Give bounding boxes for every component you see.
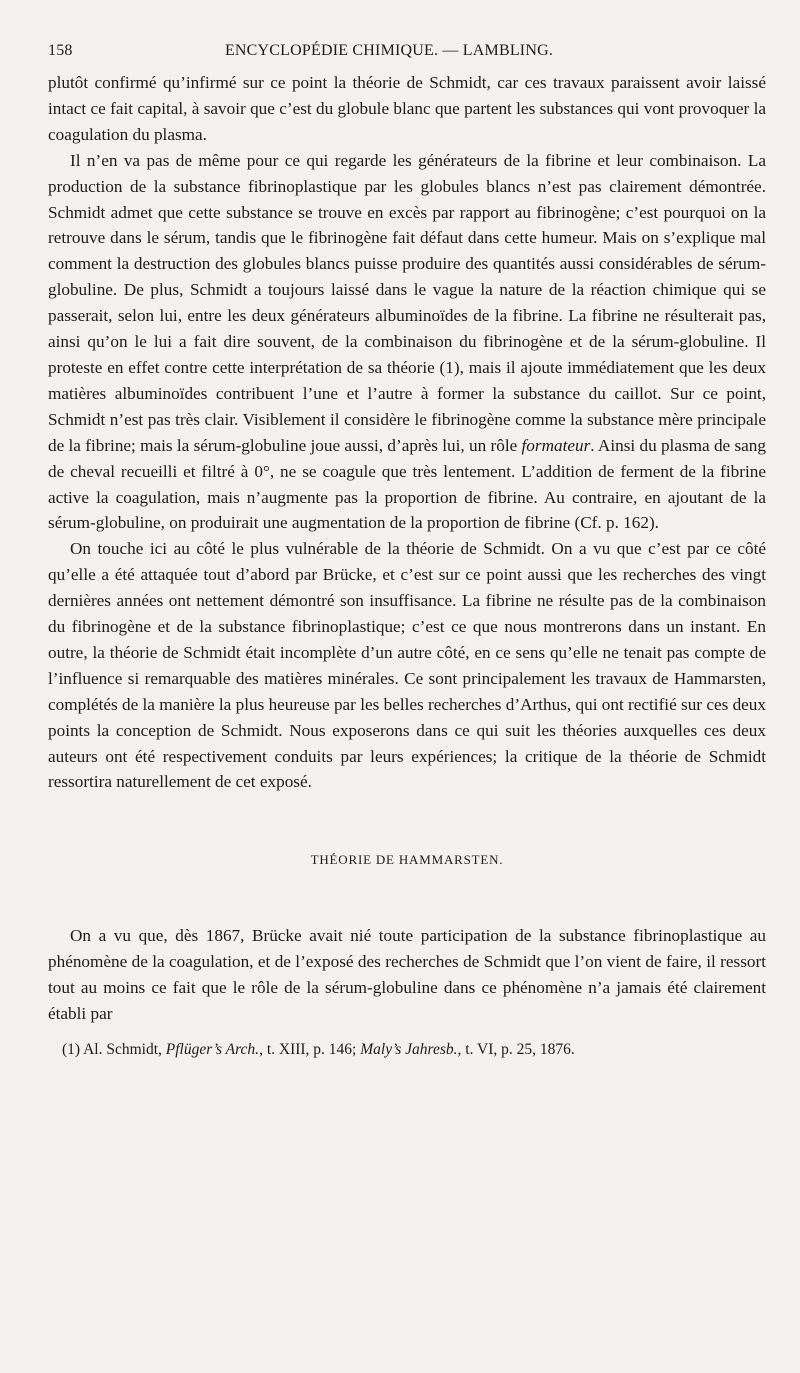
main-text — [48, 70, 766, 1027]
section-title: THÉORIE DE HAMMARSTEN. — [310, 852, 504, 868]
footnote-journal-title: Pflüger’s Arch. — [165, 1040, 260, 1058]
paragraph-2 — [48, 148, 766, 537]
paragraph-3 — [48, 536, 766, 795]
footnote-text: , t. XIII, p. 146; — [259, 1040, 361, 1058]
paragraph-1 — [48, 70, 766, 148]
section-paragraph-1 — [48, 923, 766, 1027]
page-number: 158 — [48, 42, 73, 59]
footnote — [48, 1039, 766, 1061]
page-header — [48, 42, 766, 70]
running-title: ENCYCLOPÉDIE CHIMIQUE. — LAMBLING. — [224, 42, 554, 59]
paragraph-text: plutôt confirmé qu’infirmé sur ce point la théorie de Schmidt, car ces travaux paraissent avoir laissé intact ce fait capital, à savoir que c’est du globule blanc que partent les substances qui vont provoquer la coagulation du plasma. — [48, 73, 766, 144]
footnote-text: , t. VI, p. 25, 1876. — [457, 1040, 575, 1058]
paragraph-text: On a vu que, dès 1867, Brücke avait nié toute participation de la substance fibrinoplastique au phénomène de la coagulation, et de l’exposé des recherches de Schmidt que l’on vient de faire, il ressort tout au moins ce fait que le rôle de la sérum-globuline dans ce phénomène n’a jamais été clairement établi par — [48, 926, 766, 1023]
footnote-journal-title: Maly’s Jahresb. — [360, 1040, 458, 1058]
paragraph-text: . Ainsi du plasma de sang de cheval recueilli et filtré à 0°, ne se coagule que très lentement. L’addition de ferment de la fibrine active la coagulation, mais n’augmente pas la proportion de fibrine. Au contraire, en ajoutant de la sérum-globuline, on produirait une augmentation de la proportion de fibrine (Cf. p. 162). — [48, 435, 766, 533]
paragraph-text: Il n’en va pas de même pour ce qui regarde les générateurs de la fibrine et leur combinaison. La production de la substance fibrinoplastique par les globules blancs n’est pas clairement démontrée. Schmidt admet que cette substance se trouve en excès par rapport au fibrinogène; c’est pourquoi on la retrouve dans le sérum, tandis que le fibrinogène fait défaut dans cette humeur. Mais on s’explique mal comment la destruction des globules blancs puisse produire des quantités aussi considérables de sérum-globuline. De plus, Schmidt a toujours laissé dans le vague la nature de la réaction chimique qui se passerait, selon lui, entre les deux générateurs albuminoïdes de la fibrine. La fibrine ne résulterait pas, ainsi qu’on le lui a fait dire souvent, de la combinaison du fibrinogène et de la sérum-globuline. Il proteste en effet contre cette interprétation de sa théorie (1), mais il ajoute immédiatement que les deux matières albuminoïdes contribuent l’une et l’autre à former la substance du caillot. Sur ce point, Schmidt n’est pas très clair. Visiblement il considère le fibrinogène comme la substance mère principale de la fibrine; mais la sérum-globuline joue aussi, d’après lui, un rôle — [48, 150, 766, 455]
paragraph-text: On touche ici au côté le plus vulnérable de la théorie de Schmidt. On a vu que c’est par ce côté qu’elle a été attaquée tout d’abord par Brücke, et c’est sur ce point aussi que les recherches des vingt dernières années ont nettement démontré son insuffisance. La fibrine ne résulte pas de la combinaison du fibrinogène et de la substance fibrinoplastique; c’est ce que nous montrerons dans un instant. En outre, la théorie de Schmidt était incomplète d’un autre côté, en ce sens qu’elle ne tenait pas compte de l’influence si remarquable des matières minérales. Ce sont principalement les travaux de Hammarsten, complétés de la manière la plus heureuse par les belles recherches d’Arthus, qui ont rectifié sur ces deux points la conception de Schmidt. Nous exposerons dans ce qui suit les théories auxquelles ces deux auteurs ont été respectivement conduits par leurs expériences; la critique de la théorie de Schmidt ressortira naturellement de cet exposé. — [48, 539, 766, 792]
italic-term: formateur — [521, 435, 591, 455]
footnote-text: (1) Al. Schmidt, — [62, 1040, 166, 1058]
